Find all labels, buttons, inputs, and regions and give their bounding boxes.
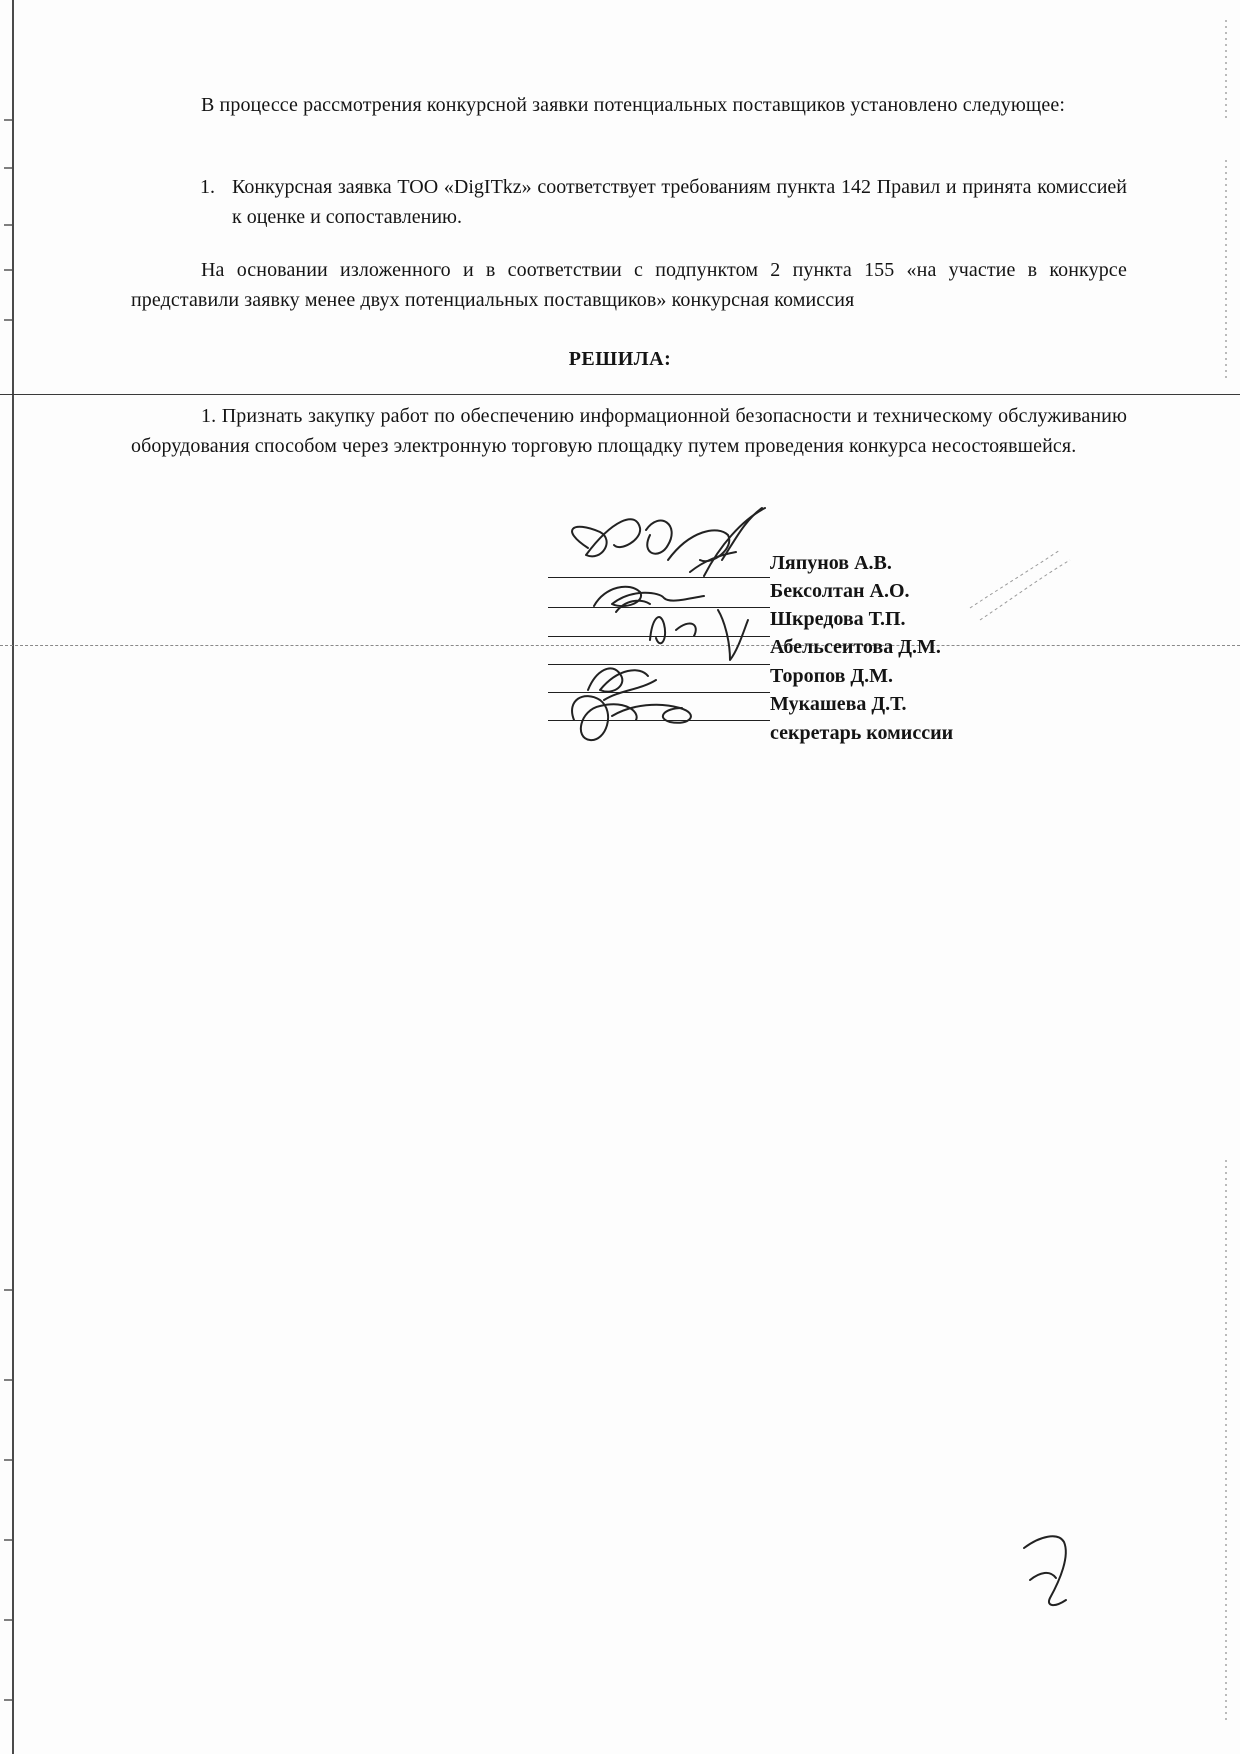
intro-paragraph: В процессе рассмотрения конкурсной заявки потенциальных поставщиков установлено следующее: (201, 94, 1066, 116)
signature-5 (572, 696, 691, 740)
signatory-name: Абельсеитова Д.М. (770, 636, 941, 658)
signatory-name: Мукашева Д.Т. (770, 693, 907, 715)
signatory-name: Шкредова Т.П. (770, 608, 906, 630)
decision-text: Признать закупку работ по обеспечению информационной безопасности и техническому обслуживанию оборудования способом через электронную торговую площадку путем проведения конкурса несостоявшейся. (131, 405, 1127, 457)
page-mark (1024, 1536, 1066, 1605)
finding-number: 1. (200, 176, 215, 198)
signature-4 (588, 668, 656, 700)
signatory-name: Бексолтан А.О. (770, 580, 910, 602)
signatory-role: секретарь комиссии (770, 722, 954, 744)
signature-2 (594, 587, 704, 612)
decision-heading: РЕШИЛА: (568, 348, 672, 370)
signatory-name: Ляпунов А.В. (770, 552, 892, 574)
decision-number: 1. (201, 405, 217, 427)
finding-text: Конкурсная заявка ТОО «DigITkz» соответствует требованиям пункта 142 Правил и принята комиссией к оценке и сопоставлению. (232, 176, 1127, 228)
signatory-name: Торопов Д.М. (770, 665, 894, 687)
basis-paragraph: На основании изложенного и в соответствии с подпунктом 2 пункта 155 «на участие в конкурсе представили заявку менее двух потенциальных поставщиков» конкурсная комиссия (131, 259, 1127, 311)
signature-3 (650, 610, 748, 660)
